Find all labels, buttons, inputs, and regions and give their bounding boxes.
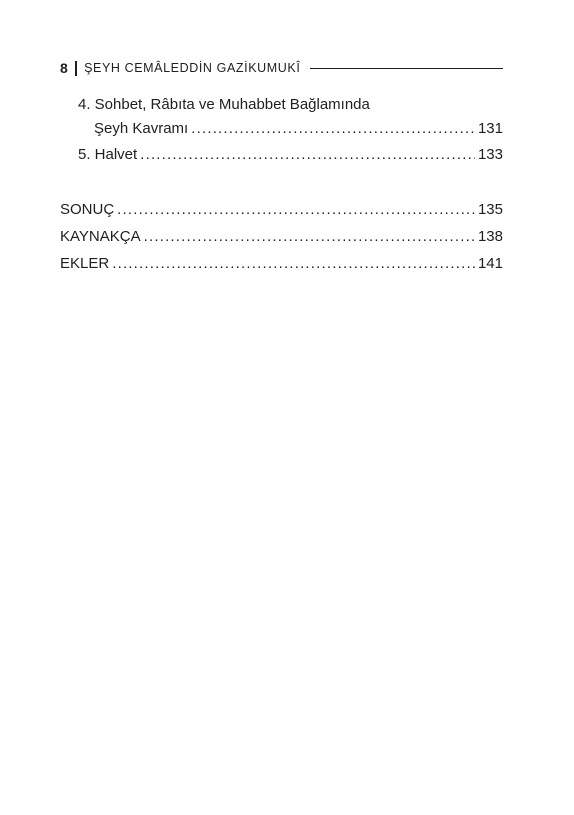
toc-item-4 xyxy=(94,120,503,137)
toc-sonuc xyxy=(60,201,503,218)
toc-item-4-page: 131 xyxy=(477,120,503,137)
toc-sonuc-label: SONUÇ xyxy=(60,201,115,218)
running-header xyxy=(60,58,503,78)
toc-sonuc-page: 135 xyxy=(477,201,503,218)
toc-item-5-page: 133 xyxy=(477,146,503,163)
toc-dot-leader xyxy=(117,201,475,218)
toc-ekler xyxy=(60,255,503,272)
toc-dot-leader xyxy=(112,255,475,272)
toc-dot-leader xyxy=(191,120,475,137)
toc-kaynakca-page: 138 xyxy=(477,228,503,245)
header-separator xyxy=(75,61,77,76)
toc-item-4-line-1: 4. Sohbet, Râbıta ve Muhabbet Bağlamında xyxy=(78,96,370,113)
page-number: 8 xyxy=(60,60,69,76)
book-title: ŞEYH CEMÂLEDDİN GAZİKUMUKÎ xyxy=(84,61,301,75)
toc-item-5 xyxy=(78,146,503,163)
toc-item-5-label: 5. Halvet xyxy=(78,146,138,163)
toc-kaynakca xyxy=(60,228,503,245)
toc-ekler-page: 141 xyxy=(477,255,503,272)
toc-item-4-label: Şeyh Kavramı xyxy=(94,120,189,137)
toc-ekler-label: EKLER xyxy=(60,255,110,272)
toc-kaynakca-label: KAYNAKÇA xyxy=(60,228,141,245)
toc-dot-leader xyxy=(144,228,475,245)
toc-dot-leader xyxy=(140,146,475,163)
header-rule xyxy=(310,68,503,69)
